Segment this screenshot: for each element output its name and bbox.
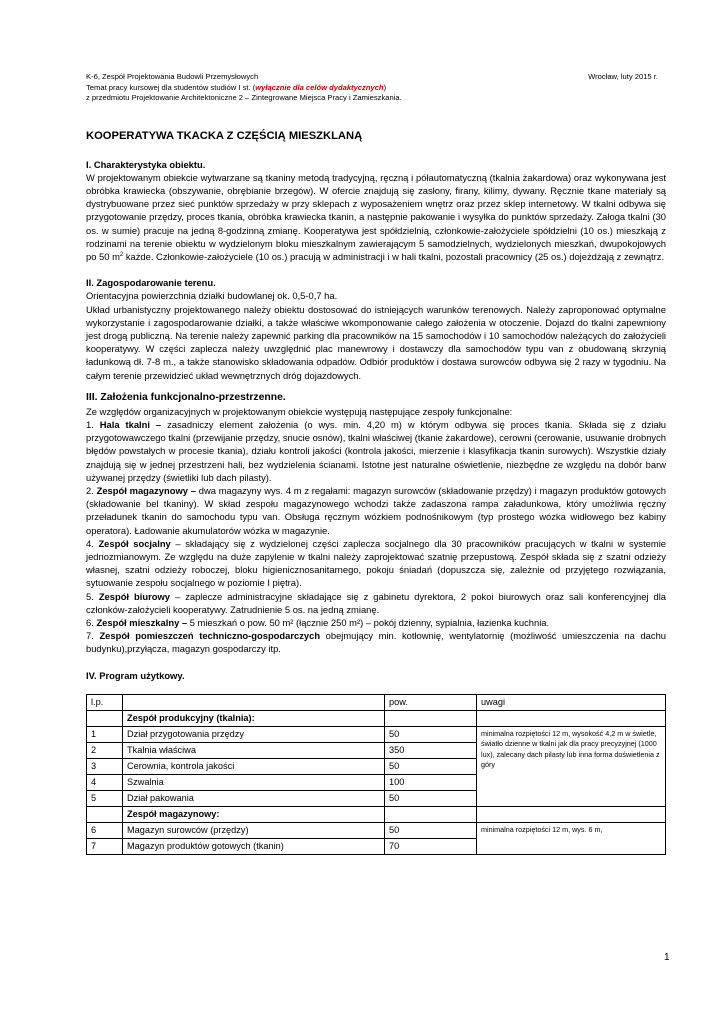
table-header-name	[123, 694, 385, 710]
table-header-uwagi: uwagi	[477, 694, 666, 710]
section-1-heading: I. Charakterystyka obiektu.	[86, 158, 206, 170]
table-header-lp: l.p.	[87, 694, 123, 710]
section-2-text: Układ urbanistyczny projektowanego należy obiektu dostosować do istniejących warunków terenowych. Należy zaproponować optymalne wykorzystanie i zagospodarowanie działki, a także właściwe wkomponowanie całego założenia w otoczenie. Dojazd do tkalni zapewniony jest drogą publiczną. Na terenie należy zapewnić parking dla pracowników na 15 samochodów i 10 samochodów należących do założycieli kooperatywy. W części zaplecza należy uwzględnić plac manewrowy i dostawczy dla samochodów typu van z obudowaną skrzynią ładunkową dł. 7-8 m., a także stanowisko składowania odpadów. Odbiór produktów i dostawa surowców odbywa się 2 razy w tygodniu. Na całym terenie przewidzieć układ wewnętrznych dróg dojazdowych.	[86, 303, 666, 381]
section-3-intro: Ze względów organizacyjnych w projektowanym obiekcie występują następujące zespoły funkcjonalne:	[86, 405, 513, 417]
page-number: 1	[664, 952, 670, 963]
row-name: Szwalnia	[123, 774, 385, 790]
row-name: Dział przygotowania przędzy	[123, 726, 385, 742]
note-production: minimalna rozpiętości 12 m, wysokość 4,2 m w świetle, światło dzienne w tkalni jak dla pracy precyzyjnej (1000 lux), zalecany dach pilasty lub inna forma doświetlenia z góry	[477, 726, 666, 806]
section-3-item-7: 7. Zespół pomieszczeń techniczno-gospodarczych obejmujący min. kotłownię, wentylatornię (możliwość umieszczenia na dachu budynku),przyłącza, magazyn gospodarczy itp.	[86, 630, 666, 655]
section-1-text: W projektowanym obiekcie wytwarzane są tkaniny metodą tradycyjną, ręczną i półautomatyczną (tkalnia żakardowa) oraz wykonywana jest obróbka krawiecka (obszywanie, obrębianie brzegów). W ofercie znajdują się zasłony, firany, kilimy, dywany. Ręcznie tkane materiały są dystrybuowane przez sieć punktów sprzedaży w przy sklepach z wyposażeniem wnętrz oraz przez sklep internetowy. W tkalni odbywa się przygotowanie przędzy, proces tkania, obróbka krawiecka tkanin, a następnie pakowanie i wysyłka do punktów sprzedaży. Załoga tkalni (30 os. w sumie) pracuje na jedną 8-godzinną zmianę. Kooperatywa jest spółdzielnią, członkowie-założyciele spółdzielni (10 os.) mieszkają z rodzinami na terenie obiektu w wydzielonym bloku mieszkalnym zawierającym 5 samodzielnych, wydzielonych mieszkań, dwupokojowych po 50 $m^2$ każde. Członkowie-założyciele (10 os.) pracują w administracji i w hali tkalni, pozostali pracownicy (25 os.) dojeżdżają z zewnątrz.	[86, 171, 666, 262]
row-lp: 4	[87, 774, 123, 790]
program-table	[86, 694, 666, 855]
table-header-pow: pow.	[385, 694, 477, 710]
row-name: Magazyn surowców (przędzy)	[123, 822, 385, 838]
document-page	[86, 72, 666, 855]
document-header	[86, 72, 666, 104]
section-3-item-5: 5. Zespół biurowy – zaplecze administracyjne składające się z gabinetu dyrektora, 2 pokoi biurowych oraz sali konferencyjnej dla członków-założycieli kooperatywy. Zatrudnienie 5 os. na jedną zmianę.	[86, 590, 666, 615]
header-date: Wrocław, luty 2015 r.	[588, 72, 658, 81]
group-production: Zespół produkcyjny (tkalnia):	[123, 710, 385, 726]
section-4-heading: IV. Program użytkowy.	[86, 669, 185, 681]
section-3-item-6: 6. Zespół mieszkalny – 5 mieszkań o pow. 50 m² (łącznie 250 m²) – pokój dzienny, sypialnia, łazienka kuchnia.	[86, 617, 550, 628]
section-3-heading: III. Założenia funkcjonalno-przestrzenne.	[86, 391, 286, 403]
group-storage: Zespół magazynowy:	[123, 806, 385, 822]
section-2-heading: II. Zagospodarowanie terenu.	[86, 277, 216, 289]
row-name: Dział pakowania	[123, 790, 385, 806]
row-pow: 350	[385, 742, 477, 758]
row-lp: 2	[87, 742, 123, 758]
row-pow: 100	[385, 774, 477, 790]
table-group-row	[87, 710, 666, 726]
row-name: Tkalnia właściwa	[123, 742, 385, 758]
section-3-item-1: 1. Hala tkalni – zasadniczy element założenia (o wys. min. 4,20 m) w którym odbywa się proces tkania. Składa się z działu przygotowawczego tkalni (przewijanie przędzy, snucie osnów), tkalni właściwej (tkanie żakardowe), cerowni (cerowanie, usuwanie drobnych błędów powstałych w procesie tkania), działu kontroli jakości (kontrola jakości, mierzenie i klasyfikacja tkanin surowych). Wszystkie działy znajdują się w jednej przestrzeni hali, bez wydzielenia ścianami. Istotne jest naturalne oświetlenie, niezbędne ze względu na dobór barw używanej przędzy (świetliki lub dach pilasty).	[86, 418, 667, 483]
header-line-3: z przedmiotu Projektowanie Architektoniczne 2 – Zintegrowane Miejsca Pracy i Zamieszkania.	[86, 93, 402, 102]
row-pow: 50	[385, 790, 477, 806]
header-red-note: wyłącznie dla celów dydaktycznych	[255, 82, 384, 92]
row-lp: 1	[87, 726, 123, 742]
section-3-item-2: 2. Zespół magazynowy – dwa magazyny wys. 4 m z regałami: magazyn surowców (składowanie przędzy) i magazyn produktów gotowych (składowanie bel tkaniny). W skład zespołu magazynowego wchodzi także zadaszona rampa załadunkowa, który umożliwia ręczny przeładunek tkanin do samochodu typu van. Obsługa ręcznym wózkiem podnośnikowym (typ prostego wózka widłowego bez kabiny operatora). Ładowanie akumulatorów wózka w magazynie.	[86, 484, 666, 536]
row-lp: 6	[87, 822, 123, 838]
header-line-2: Temat pracy kursowej dla studentów studiów I st. (wyłącznie dla celów dydaktycznych)	[86, 82, 387, 92]
row-pow: 50	[385, 726, 477, 742]
table-group-row	[87, 806, 666, 822]
note-storage: minimalna rozpiętości 12 m, wys. 6 m,	[477, 822, 666, 854]
row-lp: 7	[87, 838, 123, 854]
row-name: Cerownia, kontrola jakości	[123, 758, 385, 774]
section-3-item-4: 4. Zespół socjalny – składający się z wydzielonej części zaplecza socjalnego dla 30 pracowników pracujących w tkalni w systemie jednozmianowym. Ze względu na duże zapylenie w tkalni należy zaprojektować szatnię przepustową. Zespół składa się z szatni odzieży własnej, szatni odzieży roboczej, bloku higienicznosanitarnego, pokoju śniadań (dopuszcza się, zależnie od przyjętego rozwiązania, sytuowanie zespołu socjalnego w poziomie I piętra).	[86, 537, 667, 589]
document-title: KOOPERATYWA TKACKA Z CZĘŚCIĄ MIESZKLANĄ	[86, 129, 363, 142]
table-header-row	[87, 694, 666, 710]
row-pow: 50	[385, 822, 477, 838]
section-2-line-1: Orientacyjna powierzchnia działki budowlanej ok. 0,5-0,7 ha.	[86, 290, 338, 302]
row-pow: 70	[385, 838, 477, 854]
row-lp: 3	[87, 758, 123, 774]
row-pow: 50	[385, 758, 477, 774]
header-line-1: K-6, Zespół Projektowania Budowli Przemysłowych	[86, 72, 259, 81]
row-lp: 5	[87, 790, 123, 806]
table-row	[87, 822, 666, 838]
row-name: Magazyn produktów gotowych (tkanin)	[123, 838, 385, 854]
table-row	[87, 726, 666, 742]
